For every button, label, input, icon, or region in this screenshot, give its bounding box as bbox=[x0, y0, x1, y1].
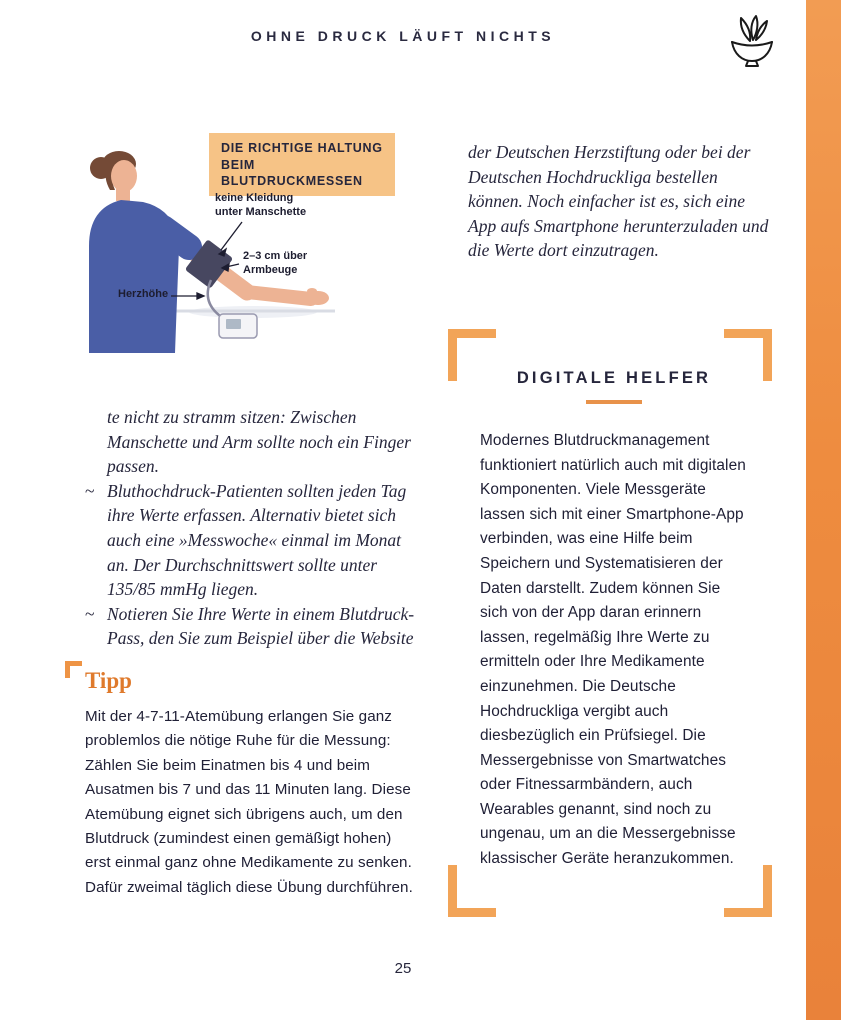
bullet-text: Bluthochdruck-Patienten sollten jeden Tag ihre Werte erfassen. Alternativ bietet sich auch eine »Messwoche« einmal im Monat an. Der Durchschnittswert sollte unter 135/85 mmHg liegen. bbox=[107, 480, 407, 600]
caption-line-2: BEIM BLUTDRUCKMESSEN bbox=[221, 157, 363, 188]
label-line: keine Kleidung bbox=[215, 192, 294, 204]
box-corner-top-right bbox=[724, 329, 772, 381]
page-edge-bar bbox=[806, 0, 841, 1020]
label-distance-above-elbow bbox=[243, 250, 307, 277]
caption-line-1: DIE RICHTIGE HALTUNG bbox=[221, 141, 383, 155]
right-column bbox=[448, 140, 772, 917]
box-corner-bottom-left bbox=[448, 865, 496, 917]
box-corner-top-left bbox=[448, 329, 496, 381]
box-body: Modernes Blutdruckmanagement funktioniert natürlich auch mit digitalen Komponenten. Viele Messgeräte lassen sich mit einer Smartphone-App verbinden, was eine Hilfe beim Speichern und Systematisieren der Daten darstellt. Zudem können Sie sich von der App daran erinnern lassen, regelmäßig Ihre Werte zu ermitteln oder Ihre Medikamente einzunehmen. Die Deutsche Hochdruckliga vergibt auch diesbezüglich ein Prüfsiegel. Die Messergebnisse von Smartwatches oder Fitnessarmbändern, auch Wearables genannt, sind noch zu ungenau, um an die Messergebnisse klassischer Geräte heranzukommen. bbox=[480, 431, 746, 868]
blood-pressure-illustration bbox=[85, 130, 415, 402]
heading-underline bbox=[586, 400, 642, 404]
label-line: Armbeuge bbox=[243, 263, 298, 276]
continued-paragraph: te nicht zu stramm sitzen: Zwischen Manschette und Arm sollte noch ein Finger passen. bbox=[107, 407, 411, 477]
illustration-caption bbox=[209, 133, 395, 196]
tip-body: Mit der 4-7-11-Atemübung erlangen Sie ganz problemlos die nötige Ruhe für die Messung: Zählen Sie beim Einatmen bis 4 und beim Ausatmen bis 7 und das 11 Minuten lang. Diese Atemübung eignet sich übrigens auch, um den Blutdruck (zumindest einen gemäßigt hohen) erst einmal ganz ohne Medikamente zu senken. Dafür zweimal täglich diese Übung durchführen. bbox=[85, 708, 413, 896]
label-line: unter Manschette bbox=[215, 205, 307, 218]
running-head: OHNE DRUCK LÄUFT NICHTS bbox=[250, 28, 556, 44]
bullet-marker: ~ bbox=[85, 480, 95, 501]
box-heading: DIGITALE HELFER bbox=[516, 368, 712, 387]
label-heart-height: Herzhöhe bbox=[118, 288, 169, 300]
list-item bbox=[85, 479, 417, 602]
digital-helpers-box bbox=[448, 329, 772, 917]
left-column-text bbox=[85, 405, 417, 651]
box-corner-bottom-right bbox=[724, 865, 772, 917]
page-number: 25 bbox=[394, 960, 412, 977]
list-item bbox=[85, 602, 417, 651]
bullet-text: Notieren Sie Ihre Werte in einem Blutdruck-Pass, den Sie zum Beispiel über die Website bbox=[107, 603, 415, 649]
tip-heading: Tipp bbox=[85, 668, 132, 693]
bowl-of-leaves-icon bbox=[726, 13, 778, 69]
tip-corner-bracket bbox=[65, 661, 82, 678]
bullet-marker: ~ bbox=[85, 603, 95, 624]
label-no-clothing-under-cuff bbox=[215, 192, 306, 219]
label-line: 2–3 cm über bbox=[243, 250, 308, 262]
continued-paragraph: der Deutschen Herzstiftung oder bei der Deutschen Hochdruckliga bestellen können. Noch einfacher ist es, sich eine App aufs Smartphone herunterzuladen und die Werte dort einzutragen. bbox=[468, 142, 769, 261]
tip-section bbox=[85, 668, 417, 900]
